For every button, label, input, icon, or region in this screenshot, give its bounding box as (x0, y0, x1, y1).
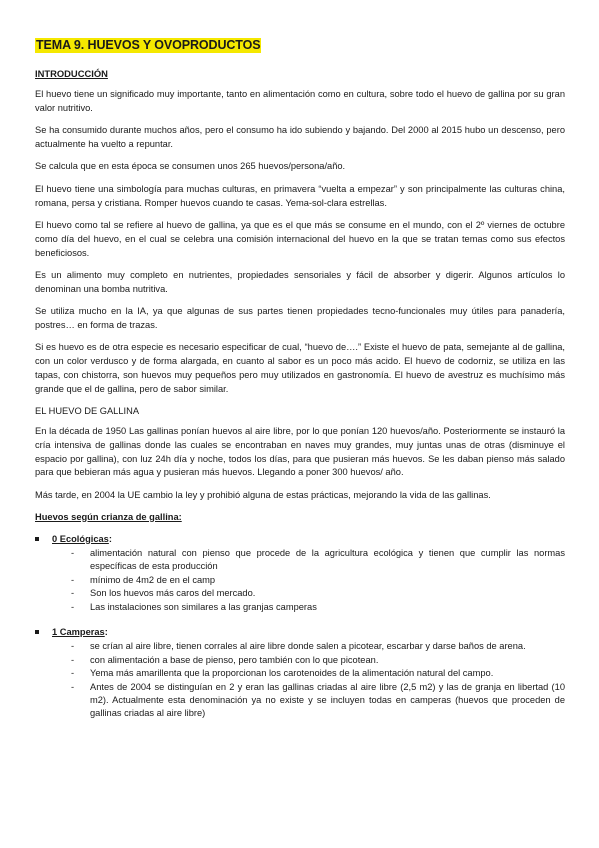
intro-heading: INTRODUCCIÓN (35, 68, 108, 79)
list-item: - Son los huevos más caros del mercado. (71, 588, 256, 599)
crianza-heading: Huevos según crianza de gallina: (35, 511, 182, 522)
intro-paragraph-4: El huevo tiene una simbología para muchas culturas, en primavera “vuelta a empezar” y son principalmente las culturas china, romana, persa y cristiana. Romper huevos cuando te casas. Yema-sol-clara estrellas. (35, 183, 565, 208)
intro-paragraph-1: El huevo tiene un significado muy importante, tanto en alimentación como en cultura, sobre todo el huevo de gallina por su gran valor nutritivo. (35, 89, 565, 113)
category-label: 0 Ecológicas (52, 533, 109, 544)
list-item: - Yema más amarillenta que la proporcionan los carotenoides de la alimentación natural del campo. (71, 668, 494, 679)
intro-paragraph-5: El huevo como tal se refiere al huevo de gallina, ya que es el que más se consume en el mundo, con el 2º viernes de octubre como día del huevo, en el cual se celebra una comisión internacional del huevo en la que se tratan temas como sus efectos beneficiosos. (35, 220, 565, 258)
category-ecologicas (35, 533, 565, 614)
square-bullet-icon (35, 537, 39, 541)
category-label-suffix: : (104, 626, 108, 637)
document-page (35, 36, 565, 721)
category-camperas (35, 626, 565, 721)
category-label-suffix: : (108, 533, 112, 544)
intro-paragraph-7: Se utiliza mucho en la IA, ya que algunas de sus partes tienen propiedades tecno-funcionales muy útiles para panadería, postres… en forma de trazas. (35, 306, 565, 330)
list-item: - alimentación natural con pienso que procede de la agricultura ecológica y tienen que cumplir las normas específicas de esta producción (71, 547, 565, 572)
list-item: - con alimentación a base de pienso, pero también con lo que picotean. (71, 654, 379, 665)
list-item: - mínimo de 4m2 de en el camp (71, 574, 216, 585)
intro-paragraph-2: Se ha consumido durante muchos años, pero el consumo ha ido subiendo y bajando. Del 2000 al 2015 hubo un descenso, pero actualmente ha vuelto a repuntar. (35, 125, 565, 149)
document-title: TEMA 9. HUEVOS Y OVOPRODUCTOS (36, 38, 261, 52)
list-item: - Antes de 2004 se distinguían en 2 y eran las gallinas criadas al aire libre (2,5 m2) y las de granja en libertad (10 m2). Actualmente esta denominación ya no existe y se incluyen todas en camperas (huevos que proceden de gallinas criadas al aire libre) (71, 681, 565, 719)
section-paragraph-2: Más tarde, en 2004 la UE cambio la ley y prohibió alguna de estas prácticas, mejorando la vida de las gallinas. (35, 489, 491, 500)
list-item: - Las instalaciones son similares a las granjas camperas (71, 601, 317, 612)
intro-paragraph-3: Se calcula que en esta época se consumen unos 265 huevos/persona/año. (35, 161, 346, 172)
intro-paragraph-8: Si es huevo es de otra especie es necesario especificar de cual, “huevo de….” Existe el huevo de pata, semejante al de gallina, con un color verdusco y de forma alargada, en cuanto al sabor es un poco más acido. El huevo de codorniz, se utiliza en las tapas, con chistorra, son huevos muy pequeños pero muy utilizados en gastronomía. El huevo de avestruz es muchísimo más grande que el de gallina, pero de sabor similar. (35, 342, 565, 394)
list-item: - se crían al aire libre, tienen corrales al aire libre donde salen a picotear, escarbar y darse baños de arena. (71, 641, 526, 652)
section-paragraph-1: En la década de 1950 Las gallinas ponían huevos al aire libre, por lo que ponían 120 huevos/año. Posteriormente se instauró la cría intensiva de gallinas donde las cuales se encontraban en naves muy grandes, muy juntas unas de otras (disminuye el espacio por gallina), con luz 24h día y noche, todos los días, para que pusieran más huevos. Se les daban pienso más salado para que bebieran más agua y pusieran más huevos. Llegando a poner 300 huevos/ año. (35, 426, 565, 478)
section-title: EL HUEVO DE GALLINA (35, 406, 140, 417)
intro-paragraph-6: Es un alimento muy completo en nutrientes, propiedades sensoriales y fácil de absorber y digerir. Algunos artículos lo denominan una bomba nutritiva. (35, 270, 565, 294)
category-label: 1 Camperas (52, 626, 105, 637)
square-bullet-icon (35, 630, 39, 634)
